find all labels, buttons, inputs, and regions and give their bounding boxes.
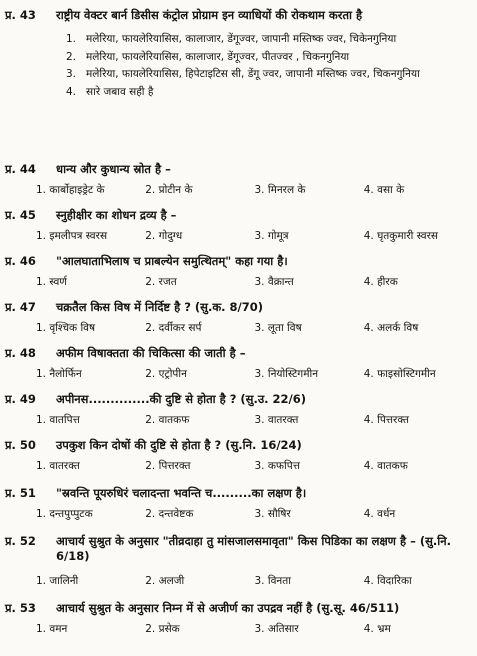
question-text: धान्य और कुधान्य स्रोत है – [56, 162, 171, 176]
question-text: चक्रतैल किस विष में निर्दिष्ट है ? (सु.क. 8/70) [56, 300, 263, 314]
option-4: 4. वर्धन [363, 508, 396, 520]
option-4: 4. वातकफ [363, 460, 408, 472]
question-number: प्र. 51 [5, 486, 36, 500]
option-1: 1. वातपित्त [36, 414, 80, 426]
question-number: प्र. 52 [5, 534, 36, 548]
option-4: 4. अलर्क विष [363, 322, 419, 334]
option-2: 2. दन्तवेष्टक [145, 508, 194, 520]
option-3: 3. वैक्रान्त [254, 276, 294, 288]
option-3: 3. विनता [254, 575, 291, 587]
option-2: 2. गोदुग्ध [145, 230, 183, 242]
question-number: प्र. 47 [5, 300, 36, 314]
options-row [36, 229, 473, 243]
question-number: प्र. 45 [5, 208, 36, 222]
question-number: प्र. 43 [5, 8, 36, 22]
option-3: 3. मलेरिया, फायलेरियासिस, हिपेटाइटिस सी, डेंगू ज्वर, जापानी मस्तिष्क ज्वर, चिकनगुनिया [66, 68, 420, 80]
option-4: 4. पित्तरक्त [363, 414, 409, 426]
option-2: 2. प्रसेक [145, 623, 180, 635]
option-1: 1. वृश्चिक विष [36, 322, 96, 334]
option-2: 2. मलेरिया, फायलेरियासिस, कालाजार, डेंगूज्वर, पीतज्वर , चिकनगुनिया [66, 50, 350, 63]
question-text: अफीम विषाक्तता की चिकित्सा की जाती है – [56, 346, 246, 360]
option-2: 2. रजत [145, 276, 177, 288]
option-4: 4. भ्रम [363, 623, 391, 635]
question-text: उपकुश किन दोषों की दुष्टि से होता है ? (सु.नि. 16/24) [56, 438, 302, 452]
option-4: 4. घृतकुमारी स्वरस [363, 230, 439, 242]
option-2: 2. अलजी [145, 575, 185, 587]
options-row [36, 183, 473, 197]
option-2: 2. एट्रोपीन [145, 368, 187, 380]
option-2: 2. वातकफ [145, 414, 190, 426]
option-2: 2. पित्तरक्त [145, 460, 191, 472]
options-row [36, 413, 473, 427]
question-number: प्र. 49 [5, 392, 36, 406]
option-4: 4. सारे जबाव सही है [66, 85, 154, 98]
question-text: स्नुहीक्षीर का शोधन द्रव्य है – [56, 208, 177, 222]
option-1: 1. नैलोर्फिन [36, 368, 82, 380]
option-3: 3. कफपित्त [254, 460, 300, 472]
option-3: 3. गोमूत्र [254, 230, 289, 242]
question-text: "आलघाताभिलाष च प्राबल्येन समुत्थितम्" कहा गया है। [56, 254, 288, 268]
question-number: प्र. 44 [5, 162, 36, 176]
options-row [36, 275, 473, 289]
option-1: 1. स्वर्ण [36, 276, 67, 288]
options-row [36, 507, 473, 521]
option-2: 2. दर्वीकर सर्प [145, 322, 202, 334]
option-3: 3. वातरक्त [254, 414, 299, 426]
option-4: 4. विदारिका [363, 575, 412, 587]
option-1: 1. मलेरिया, फायलेरियासिस, कालाजार, डेंगूज्वर, जापानी मस्तिष्क ज्वर, चिकेनगुनिया [66, 33, 397, 45]
options-row [36, 622, 473, 636]
question-text: आचार्य सुश्रुत के अनुसार निम्न में से अजीर्ण का उपद्रव नहीं है (सु.सू. 46/511) [56, 601, 400, 615]
option-3: 3. अतिसार [254, 623, 299, 635]
option-1: 1. वमन [36, 623, 68, 635]
option-1: 1. दन्तपुप्पुटक [36, 508, 93, 520]
options-row [36, 459, 473, 473]
question-text: राष्ट्रीय वेक्टर बार्न डिसीस कंट्रोल प्रोग्राम इन व्याधियों की रोकथाम करता है [56, 8, 363, 22]
option-1: 1. इमलीपत्र स्वरस [36, 230, 108, 242]
question-text: "स्रवन्ति पूयरुधिरं चलादन्ता भवन्ति च.........का लक्षण है। [56, 486, 307, 500]
option-3: 3. मिनरल के [254, 184, 306, 196]
options-list [66, 32, 471, 102]
question-number: प्र. 50 [5, 438, 36, 452]
option-4: 4. वसा के [363, 184, 405, 196]
options-row [36, 574, 473, 588]
option-4: 4. हीरक [363, 276, 398, 288]
option-3: 3. लूता विष [254, 322, 302, 334]
options-row [36, 367, 473, 381]
question-number: प्र. 53 [5, 601, 36, 615]
option-3: 3. सौषिर [254, 508, 291, 520]
question-number: प्र. 46 [5, 254, 36, 268]
question-text: आचार्य सुश्रुत के अनुसार "तीव्रदाहा तु मांसजालसमावृता" किस पिडिका का लक्षण है – (सु.नि. 6/18) [56, 534, 451, 563]
options-row [36, 321, 473, 335]
option-1: 1. वातरक्त [36, 460, 80, 472]
option-1: 1. कार्बोहाइड्रेट के [36, 184, 105, 196]
option-3: 3. नियोस्टिगमीन [254, 368, 319, 380]
option-1: 1. जालिनी [36, 575, 79, 587]
question-number: प्र. 48 [5, 346, 36, 360]
question-text: अपीनस..............की दुष्टि से होता है ? (सु.उ. 22/6) [56, 392, 306, 406]
option-4: 4. फाइसोस्टिगमीन [363, 368, 436, 380]
option-2: 2. प्रोटीन के [145, 184, 193, 196]
